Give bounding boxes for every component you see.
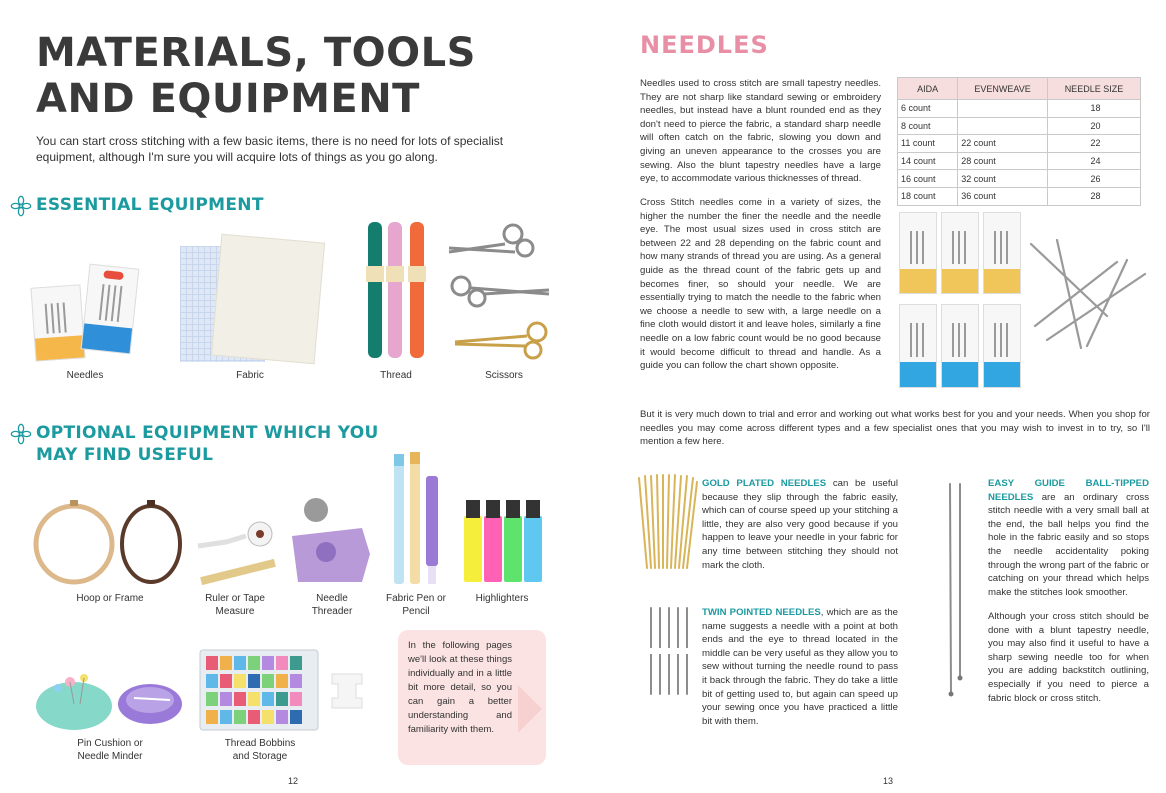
table-cell bbox=[958, 117, 1048, 135]
ball-tipped-body: are an ordinary cross stitch needle with a very small ball at the end, the ball helps you find the hole in the fabric easily and so stops the needle accidentality poking through the wrong part of the fabric or catching on your thread which helps make the stitches look smoother. bbox=[988, 491, 1149, 598]
caption-pen-line2: Pencil bbox=[402, 606, 430, 617]
caption-threader-line1: Needle bbox=[316, 593, 348, 604]
needle-packets-image bbox=[897, 212, 1027, 390]
caption-pen bbox=[376, 592, 456, 618]
flower-icon bbox=[10, 195, 32, 217]
hoop-image bbox=[32, 498, 184, 586]
gold-needles-image bbox=[635, 472, 701, 572]
intro-text: You can start cross stitching with a few basic items, there is no need for lots of specialist equipment, although I'm sure you will acquire lots of things as you go along. bbox=[36, 134, 504, 164]
caption-thread: Thread bbox=[380, 370, 412, 381]
flower-icon bbox=[10, 423, 32, 445]
page-title: MATERIALS, TOOLS AND EQUIPMENT bbox=[36, 30, 476, 122]
gold-needles-label: GOLD PLATED NEEDLES bbox=[702, 478, 827, 489]
table-cell: 11 count bbox=[898, 135, 958, 153]
table-cell bbox=[958, 100, 1048, 118]
twin-needles-label: TWIN POINTED NEEDLES bbox=[702, 607, 821, 618]
pincushion-image bbox=[34, 660, 184, 732]
needles-title: NEEDLES bbox=[640, 31, 769, 59]
table-cell: 20 bbox=[1047, 117, 1140, 135]
essential-heading bbox=[10, 194, 264, 217]
table-cell: 6 count bbox=[898, 100, 958, 118]
table-cell: 36 count bbox=[958, 187, 1048, 205]
arrow-icon bbox=[518, 685, 542, 733]
table-header-needle-size: NEEDLE SIZE bbox=[1047, 78, 1140, 100]
caption-ruler bbox=[190, 592, 280, 618]
essential-heading-text: ESSENTIAL EQUIPMENT bbox=[36, 195, 264, 215]
twin-needles-body: , which are as the name suggests a needle with a point at both ends and the eye to thread located in the middle can be very useful as they allow you to sew without turning the needle round to pass it back through the fabric. They do take a little bit of getting used to, but again can speed up your sewing once you have practiced a little bit with them. bbox=[702, 607, 898, 727]
callout-text: In the following pages we'll look at these things individually and in a little bit more detail, so you can gain a better understanding and familiarity with them. bbox=[408, 640, 512, 735]
ruler-image bbox=[196, 516, 278, 586]
table-cell: 24 bbox=[1047, 152, 1140, 170]
table-row bbox=[898, 170, 1141, 188]
threader-image bbox=[288, 494, 374, 586]
caption-bobbins-line2: and Storage bbox=[232, 751, 288, 762]
table-row bbox=[898, 135, 1141, 153]
table-cell: 28 bbox=[1047, 187, 1140, 205]
page-number-left: 12 bbox=[288, 776, 299, 786]
needles-para-3: But it is very much down to trial and error and working out what works best for you and your needs. When you shop for needles you may come across different types and a few specialist ones that you may wish to invest in to try, so I'll mention a few here. bbox=[640, 409, 1150, 448]
highlighters-image bbox=[460, 494, 550, 586]
table-row bbox=[898, 187, 1141, 205]
table-row bbox=[898, 100, 1141, 118]
table-cell: 18 count bbox=[898, 187, 958, 205]
ball-tipped-text bbox=[988, 477, 1149, 599]
twin-needles-image bbox=[647, 606, 693, 696]
caption-ruler-line1: Ruler or Tape bbox=[205, 593, 265, 604]
table-cell: 14 count bbox=[898, 152, 958, 170]
page-number-right: 13 bbox=[883, 776, 894, 786]
table-cell: 16 count bbox=[898, 170, 958, 188]
fabric-image bbox=[180, 238, 320, 364]
caption-threader bbox=[292, 592, 372, 618]
caption-fabric: Fabric bbox=[236, 370, 264, 381]
ball-tipped-needles-image bbox=[945, 478, 967, 698]
sharp-needle-text: Although your cross stitch should be done with a blunt tapestry needle, you may also find it useful to have a sharp sewing needle too for when you are adding backstitch outlining, especially if you need to pierce a fabric block or cross stitch. bbox=[988, 611, 1149, 704]
caption-cushion bbox=[60, 737, 160, 763]
table-header-row bbox=[898, 78, 1141, 100]
table-cell: 32 count bbox=[958, 170, 1048, 188]
caption-pen-line1: Fabric Pen or bbox=[385, 593, 447, 604]
table-cell: 22 bbox=[1047, 135, 1140, 153]
gold-needles-body: can be useful because they slip through the fabric easily, which can of course speed up your stitching a little, they are also very good because if you happen to leave your needle in your fabric for any time between stitching they should not mark the cloth. bbox=[702, 478, 898, 571]
caption-hoop: Hoop or Frame bbox=[76, 593, 144, 604]
needle-size-table bbox=[897, 77, 1141, 206]
right-page bbox=[583, 0, 1166, 793]
table-cell: 18 bbox=[1047, 100, 1140, 118]
caption-scissors: Scissors bbox=[485, 370, 523, 381]
table-cell: 8 count bbox=[898, 117, 958, 135]
table-cell: 28 count bbox=[958, 152, 1048, 170]
twin-needles-text bbox=[702, 606, 898, 728]
optional-heading-text bbox=[36, 422, 379, 466]
caption-cushion-line1: Pin Cushion or bbox=[77, 738, 143, 749]
table-row bbox=[898, 117, 1141, 135]
thread-image bbox=[360, 216, 436, 364]
caption-needles: Needles bbox=[66, 370, 104, 381]
caption-threader-line2: Threader bbox=[311, 606, 353, 617]
table-cell: 22 count bbox=[958, 135, 1048, 153]
bobbins-image bbox=[198, 648, 370, 732]
caption-bobbins-line1: Thread Bobbins bbox=[224, 738, 296, 749]
needles-para-1: Needles used to cross stitch are small tapestry needles. They are not sharp like standard sewing or embroidery needles, but instead have a blunt rounded end as they don't need to pierce the fabric, a standard sharp needle will often catch on the fabric, slowing you down and giving an uneven appearance to the crosses you are sewing. Also the blunt tapestry needles have a large eye, to accommodate various thicknesses of thread. bbox=[640, 78, 881, 185]
table-header-aida: AIDA bbox=[898, 78, 958, 100]
callout-box bbox=[398, 630, 546, 765]
needles-image bbox=[33, 258, 143, 368]
optional-heading-line1: OPTIONAL EQUIPMENT WHICH YOU bbox=[36, 423, 379, 443]
pen-image bbox=[390, 450, 442, 586]
table-cell: 26 bbox=[1047, 170, 1140, 188]
loose-needles-image bbox=[1027, 236, 1149, 354]
optional-heading-line2: MAY FIND USEFUL bbox=[36, 445, 214, 465]
needles-para-2: Cross Stitch needles come in a variety of sizes, the higher the number the finer the needle and the needle eye. The most usual sizes used in cross stitch are between 22 and 28 depending on the fabric count and how many strands of thread you are using. As a general guide as the thread count of the fabric gets up and becomes finer, so should your needle. We are essentially trying to match the needle to the fabric when we choose a needle to sew with, a large needle on a fine cloth would distort it and leave holes, similarly a fine needle on a low fabric count would be no good because it would become difficult to thread and handle. As a guide you can follow the chart shown opposite. bbox=[640, 197, 881, 372]
caption-ruler-line2: Measure bbox=[215, 606, 255, 617]
table-header-evenweave: EVENWEAVE bbox=[958, 78, 1048, 100]
table-row bbox=[898, 152, 1141, 170]
caption-cushion-line2: Needle Minder bbox=[77, 751, 143, 762]
caption-highlighters: Highlighters bbox=[475, 593, 529, 604]
gold-needles-text bbox=[702, 477, 898, 572]
optional-heading bbox=[10, 422, 379, 466]
caption-bobbins bbox=[210, 737, 310, 763]
scissors-image bbox=[445, 222, 555, 364]
ball-tipped-label: EASY GUIDE BALL-TIPPED NEEDLES bbox=[988, 478, 1149, 503]
